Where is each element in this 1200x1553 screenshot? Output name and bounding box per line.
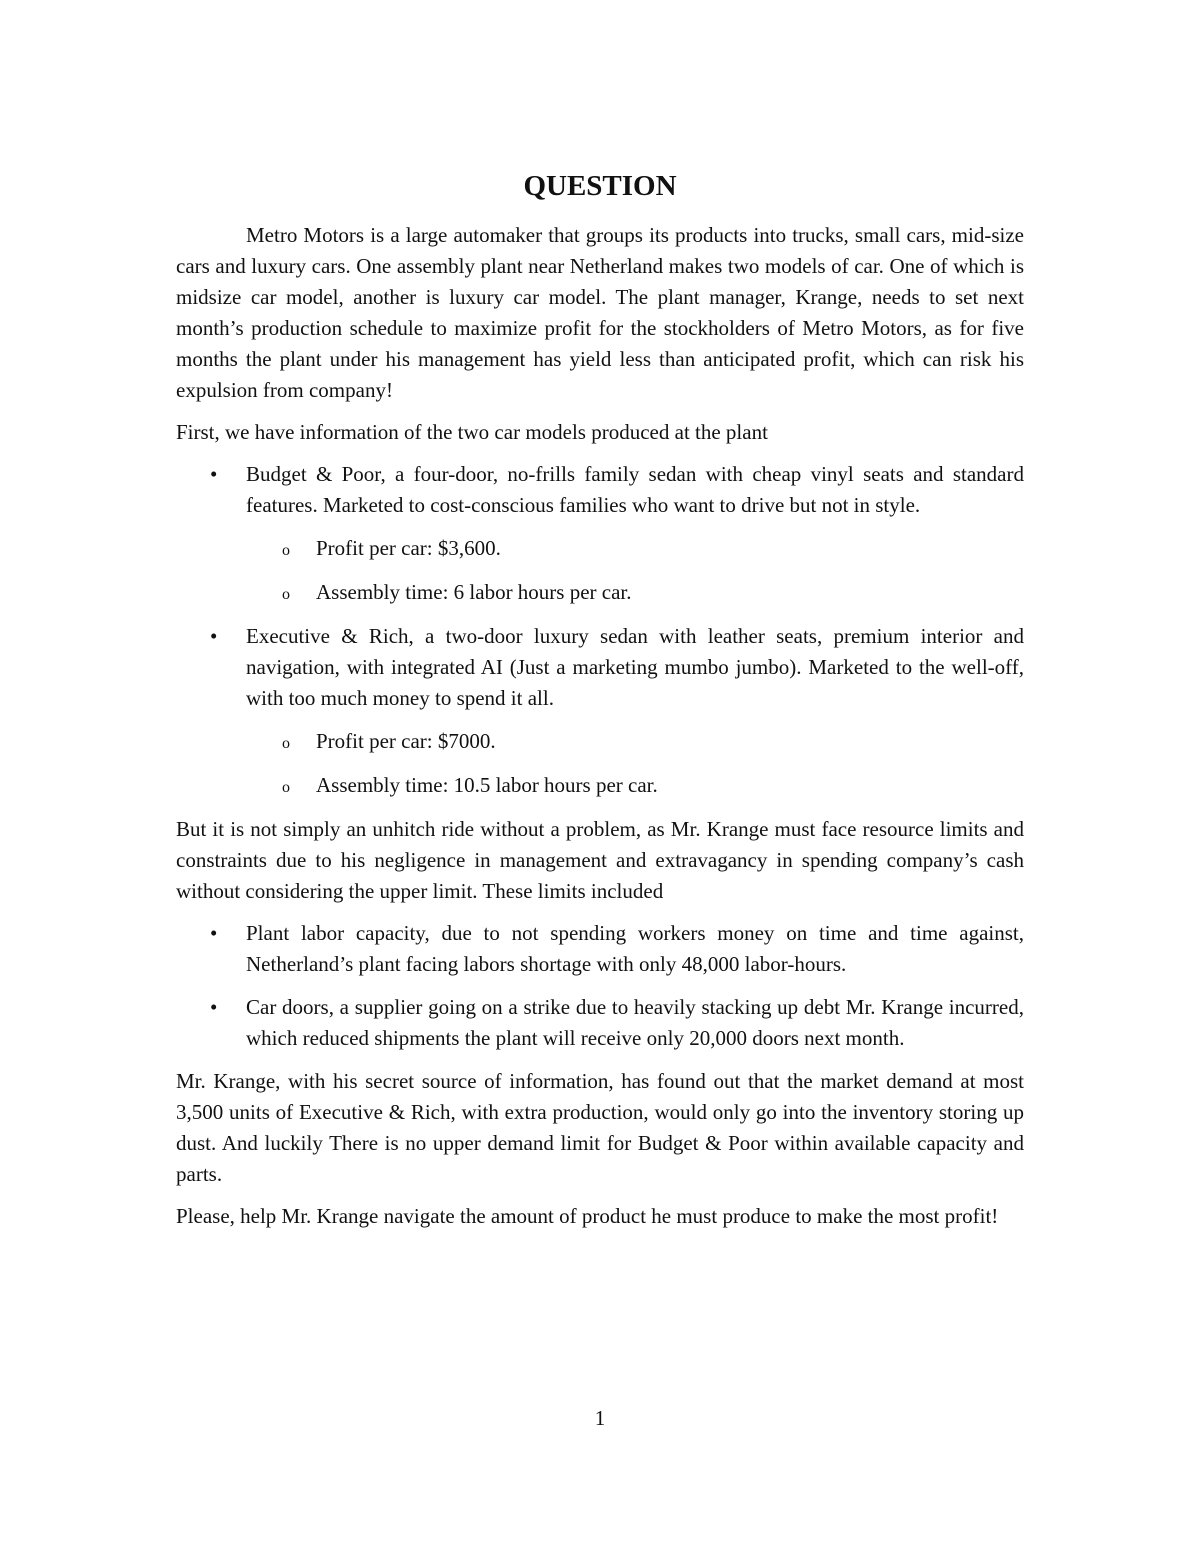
limits-lead-paragraph: But it is not simply an unhitch ride without a problem, as Mr. Krange must face resource limits and constraints due to his negligence in management and extravagancy in spending company’s cash without considering the upper limit. These limits included	[176, 817, 1024, 903]
list-item	[176, 992, 1024, 1054]
bullet-icon: •	[210, 624, 218, 648]
list-item	[176, 621, 1024, 801]
list-item	[246, 770, 1024, 801]
model-details-list	[246, 533, 1024, 608]
sub-bullet-icon: o	[282, 779, 290, 796]
document-body	[176, 164, 1024, 1243]
page-title: QUESTION	[523, 170, 677, 202]
list-item	[246, 726, 1024, 757]
model-detail: Profit per car: $7000.	[316, 729, 496, 753]
intro-paragraph: Metro Motors is a large automaker that groups its products into trucks, small cars, mid-size cars and luxury cars. One assembly plant near Netherland makes two models of car. One of which is midsize car model, another is luxury car model. The plant manager, Krange, needs to set next month’s production schedule to maximize profit for the stockholders of Metro Motors, as for five months the plant under his management has yield less than anticipated profit, which can risk his expulsion from company!	[176, 223, 1024, 402]
limit-text: Plant labor capacity, due to not spending workers money on time and time against, Netherland’s plant facing labors shortage with only 48,000 labor-hours.	[246, 921, 1024, 976]
list-item	[176, 918, 1024, 980]
car-models-list	[176, 459, 1024, 801]
list-item	[176, 459, 1024, 608]
page-number: 1	[594, 1406, 606, 1430]
model-description: Executive & Rich, a two-door luxury sedan with leather seats, premium interior and navigation, with integrated AI (Just a marketing mumbo jumbo). Marketed to the well-off, with too much money to spend it all.	[246, 624, 1024, 710]
sub-bullet-icon: o	[282, 586, 290, 603]
sub-bullet-icon: o	[282, 735, 290, 752]
bullet-icon: •	[210, 921, 218, 945]
bullet-icon: •	[210, 995, 218, 1019]
model-detail: Assembly time: 10.5 labor hours per car.	[316, 773, 658, 797]
demand-paragraph: Mr. Krange, with his secret source of information, has found out that the market demand at most 3,500 units of Executive & Rich, with extra production, would only go into the inventory storing up dust. And luckily There is no upper demand limit for Budget & Poor within available capacity and parts.	[176, 1069, 1024, 1186]
list-item	[246, 533, 1024, 564]
closing-paragraph: Please, help Mr. Krange navigate the amount of product he must produce to make the most profit!	[176, 1204, 999, 1228]
sub-bullet-icon: o	[282, 542, 290, 559]
list-item	[246, 577, 1024, 608]
model-description: Budget & Poor, a four-door, no-frills family sedan with cheap vinyl seats and standard features. Marketed to cost-conscious families who want to drive but not in style.	[246, 462, 1024, 517]
model-detail: Profit per car: $3,600.	[316, 536, 501, 560]
models-lead-paragraph: First, we have information of the two car models produced at the plant	[176, 420, 768, 444]
model-detail: Assembly time: 6 labor hours per car.	[316, 580, 632, 604]
model-details-list	[246, 726, 1024, 801]
limits-list	[176, 918, 1024, 1054]
bullet-icon: •	[210, 462, 218, 486]
limit-text: Car doors, a supplier going on a strike due to heavily stacking up debt Mr. Krange incurred, which reduced shipments the plant will receive only 20,000 doors next month.	[246, 995, 1024, 1050]
